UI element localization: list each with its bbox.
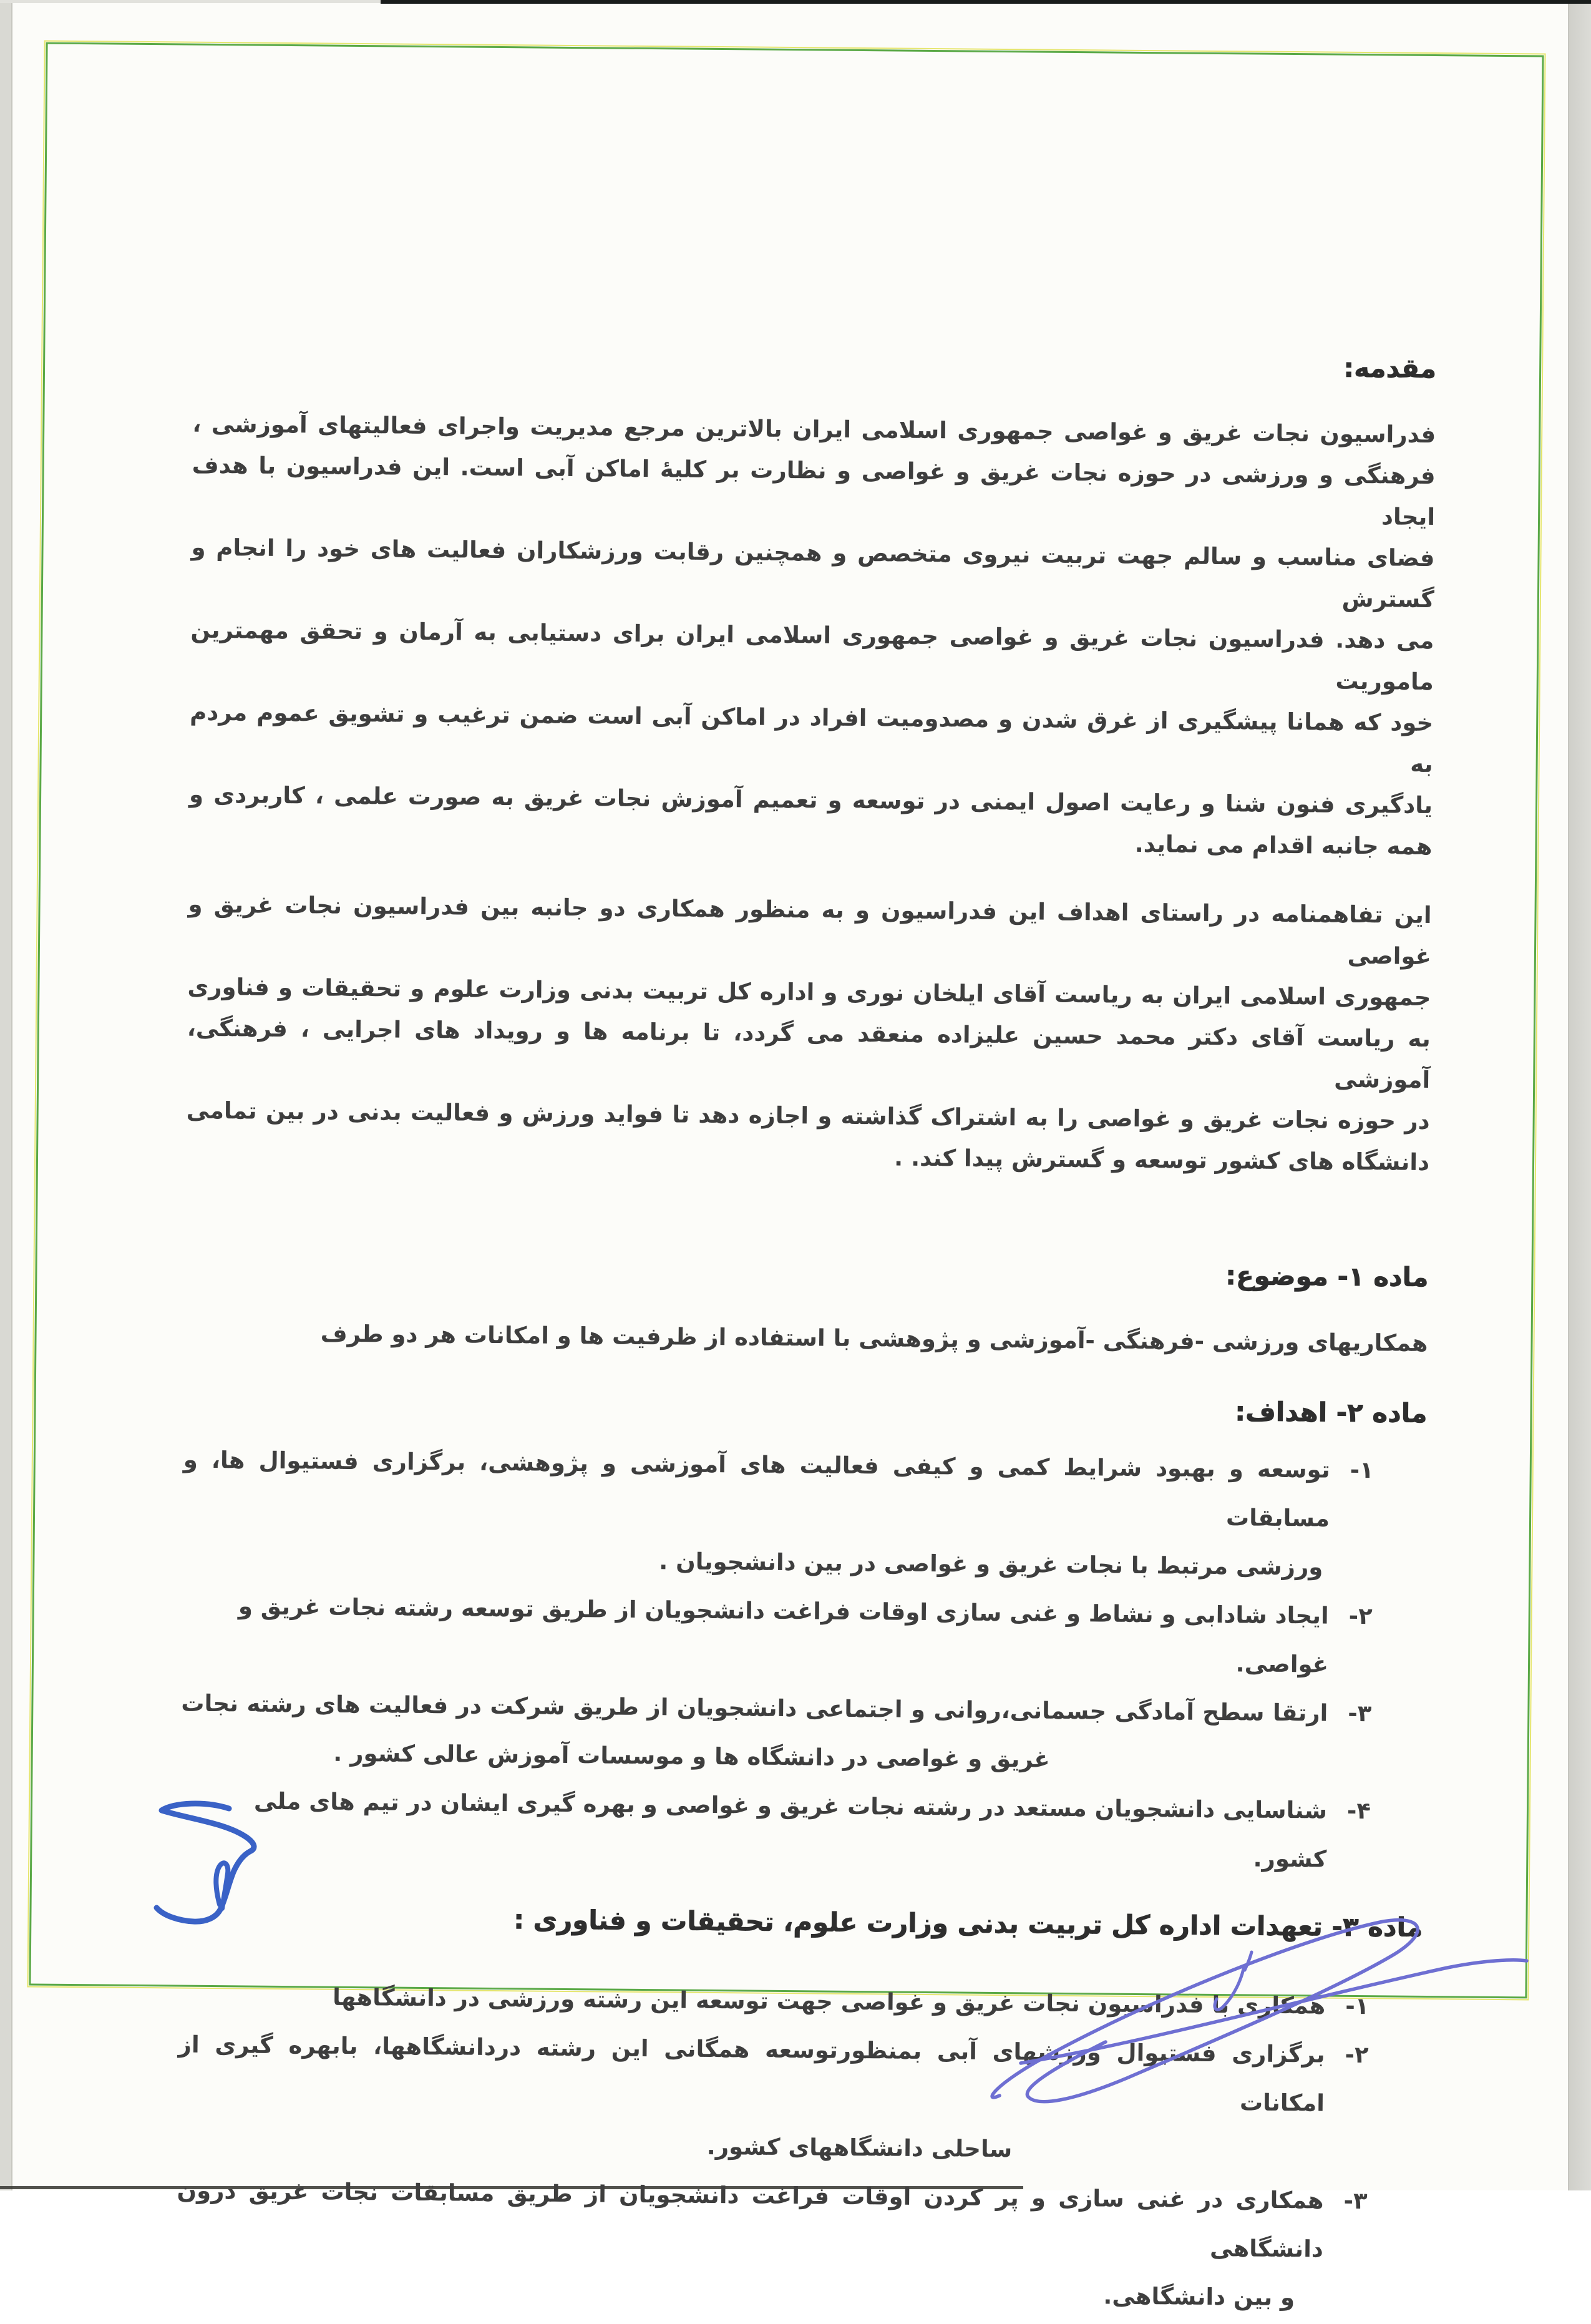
item-number: ۳-: [1343, 2187, 1368, 2215]
article3-list: [176, 1972, 1370, 2323]
document-content: [31, 44, 1542, 2312]
text-line: غریق و غواصی در دانشگاه ها و موسسات آموزش عالی کشور .: [333, 1739, 1050, 1773]
text-line: ایجاد شادابی و نشاط و غنی سازی اوقات فراغت دانشجویان از طریق توسعه رشته نجات غریق و غواصی.: [238, 1593, 1329, 1678]
text-line: دانشگاه های کشور توسعه و گسترش پیدا کند. .: [893, 1144, 1430, 1176]
scanner-edge-top-left: [0, 0, 381, 3]
text-line: و بین دانشگاهی.: [1103, 2282, 1295, 2312]
text-line: فدراسیون نجات غریق و غواصی جمهوری اسلامی ایران بالاترین مرجع مدیریت واجرای فعالیتهای آموزشی ،: [192, 410, 1436, 449]
text-line: همکاری در غنی سازی و پر کردن اوقات فراغت دانشجویان از طریق مسابقات نجات غریق درون دانشگاهی: [177, 2177, 1324, 2263]
scanner-edge-right: [1568, 0, 1591, 2190]
text-line: ورزشی مرتبط با نجات غریق و غواصی در بین دانشجویان .: [659, 1548, 1323, 1581]
article2-list: [180, 1436, 1374, 1885]
list-item: [180, 1777, 1371, 1885]
text-line: برگزاری فستیوال ورزشهای آبی بمنظورتوسعه همگانی این رشته دردانشگاهها، بابهره گیری از امکانات: [178, 2031, 1325, 2117]
scanner-edge-left: [0, 0, 12, 2190]
page-border-frame: [29, 42, 1544, 2312]
list-item: [182, 1582, 1373, 1690]
item-text: [180, 1777, 1327, 1884]
item-number: ۲-: [1345, 2041, 1369, 2069]
text-line: این تفاهمنامه در راستای اهداف این فدراسیون و به منظور همکاری دو جانبه بین فدراسیون نجات غریق و غواصی: [188, 891, 1432, 970]
list-item: [182, 1436, 1374, 1593]
text-line: جمهوری اسلامی ایران به ریاست آقای ایلخان نوری و اداره کل تربیت بدنی وزارت علوم و تحقیقات و فناوری: [187, 973, 1431, 1012]
text-line: همه جانبه اقدام می نماید.: [1134, 830, 1433, 861]
article3-heading: ماده ۳- تعهدات اداره کل تربیت بدنی وزارت علوم، تحقیقات و فناوری :: [513, 1904, 1423, 1943]
scanner-edge-top: [381, 0, 1591, 4]
text-line: ساحلی دانشگاههای کشور.: [706, 2132, 1013, 2163]
item-number: ۴-: [1346, 1797, 1371, 1825]
item-text: [182, 1436, 1330, 1592]
text-line: فضای مناسب و سالم جهت تربیت نیروی متخصص و همچنین رقابت ورزشکاران فعالیت های خود را انجام و گسترش: [191, 534, 1435, 613]
text-line: در حوزه نجات غریق و غواصی را به اشتراک گذاشته و اجازه دهد تا فواید ورزش و فعالیت بدنی در بین تمامی: [186, 1096, 1430, 1135]
list-item: [176, 2167, 1368, 2323]
item-text: [177, 2021, 1325, 2177]
item-number: ۱-: [1345, 1992, 1370, 2020]
text-line: به ریاست آقای دکتر محمد حسین علیزاده منعقد می گردد، تا برنامه ها و رویداد های اجرایی ، فرهنگی، آموزشی: [187, 1014, 1431, 1094]
text-line: می دهد. فدراسیون نجات غریق و غواصی جمهوری اسلامی ایران برای دستیابی به آرمان و تحقق مهمترین ماموریت: [190, 616, 1434, 696]
item-number: ۲-: [1348, 1602, 1373, 1630]
text-line: توسعه و بهبود شرایط کمی و کیفی فعالیت های آموزشی و پژوهشی، برگزاری فستیوال ها، و مسابقات: [183, 1446, 1330, 1532]
item-number: ۳-: [1348, 1699, 1372, 1727]
intro-heading: مقدمه:: [1343, 352, 1437, 384]
text-line: خود که همانا پیشگیری از غرق شدن و مصدومیت افراد در اماکن آبی است ضمن ترغیب و تشویق عموم مردم به: [190, 698, 1434, 778]
item-text: [176, 2167, 1324, 2323]
article1-body: همکاریهای ورزشی -فرهنگی -آموزشی و پژوهشی با استفاده از ظرفیت ها و امکانات هر دو طرف: [320, 1320, 1428, 1357]
article1-heading: ماده ۱- موضوع:: [1225, 1260, 1429, 1292]
text-line: ارتقا سطح آمادگی جسمانی،روانی و اجتماعی دانشجویان از طریق شرکت در فعالیت های رشته نجات: [181, 1689, 1328, 1727]
list-item: [180, 1679, 1371, 1787]
item-text: [182, 1582, 1329, 1689]
item-number: ۱-: [1350, 1456, 1374, 1484]
list-item: [177, 2021, 1369, 2177]
item-text: [180, 1679, 1328, 1787]
intro-paragraph-2: [186, 884, 1432, 1183]
article2-heading: ماده ۲- اهداف:: [1235, 1396, 1428, 1428]
intro-paragraph-1: [188, 404, 1436, 867]
text-line: فرهنگی و ورزشی در حوزه نجات غریق و غواصی و نظارت بر کلیهٔ اماکن آبی است. این فدراسیون با هدف ایجاد: [192, 451, 1436, 531]
text-line: یادگیری فنون شنا و رعایت اصول ایمنی در توسعه و تعمیم آموزش نجات غریق به صورت علمی ، کاربردی و: [188, 781, 1433, 819]
text-line: همکاری با فدراسیون نجات غریق و غواصی جهت توسعه این رشته ورزشی در دانشگاهها: [332, 1983, 1326, 2019]
text-line: شناسایی دانشجویان مستعد در رشته نجات غریق و غواصی و بهره گیری ایشان در تیم های ملی کشور.: [253, 1787, 1328, 1873]
